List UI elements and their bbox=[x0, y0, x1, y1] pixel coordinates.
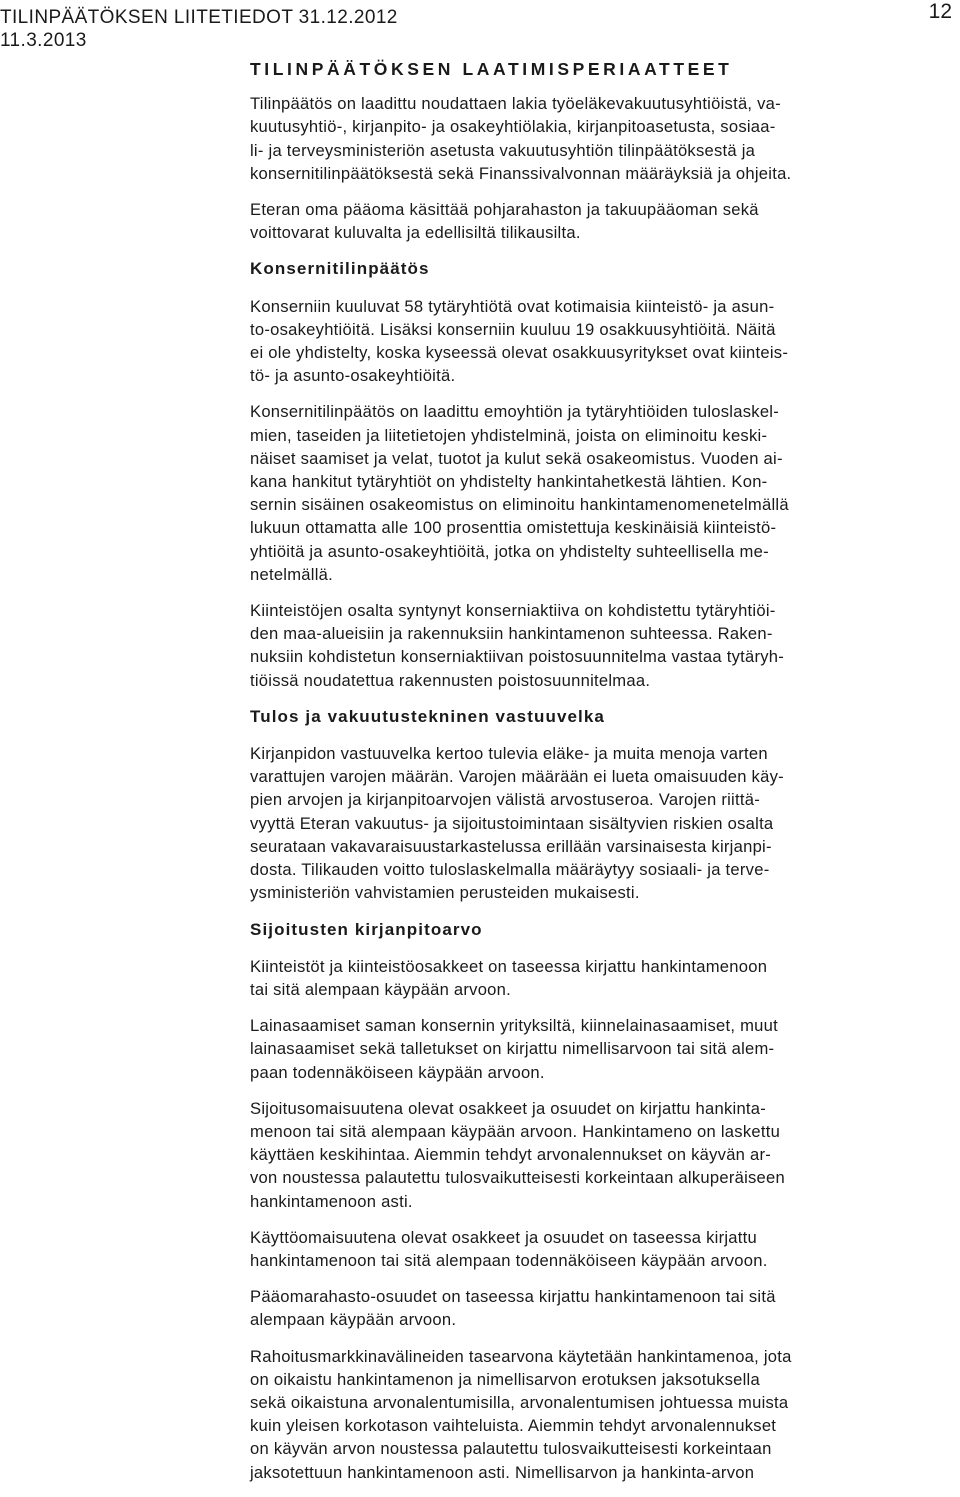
paragraph bbox=[250, 1226, 956, 1272]
text-line: kuin yleisen korkotason vaihteluista. Aiemmin tehdyt arvonalennukset bbox=[250, 1416, 777, 1436]
document-header bbox=[0, 6, 398, 52]
text-line: to-osakeyhtiöitä. Lisäksi konserniin kuuluu 19 osakkuusyhtiöitä. Näitä bbox=[250, 319, 776, 339]
text-line: hankintamenoon tai sitä alempaan todennäköiseen käypään arvoon. bbox=[250, 1250, 768, 1270]
text-line: kana hankitut tytäryhtiöt on yhdistelty hankintahetkestä lähtien. Kon- bbox=[250, 472, 768, 492]
text-line: alempaan käypään arvoon. bbox=[250, 1310, 457, 1330]
paragraph bbox=[250, 92, 956, 185]
text-line: tö- ja asunto-osakeyhtiöitä. bbox=[250, 366, 456, 386]
text-line: lukuun ottamatta alle 100 prosenttia omistettuja keskinäisiä kiinteistö- bbox=[250, 518, 777, 538]
text-line: tai sitä alempaan käypään arvoon. bbox=[250, 979, 512, 999]
text-line: nuksiin kohdistetun konserniaktiivan poistosuunnitelma vastaa tytäryh- bbox=[250, 647, 785, 667]
text-line: sernin sisäinen osakeomistus on eliminoitu hankintamenomenetelmällä bbox=[250, 495, 789, 515]
text-line: paan todennäköiseen käypään arvoon. bbox=[250, 1062, 545, 1082]
text-line: yhtiöitä ja asunto-osakeyhtiöitä, jotka on yhdistelty suhteellisella me- bbox=[250, 541, 769, 561]
paragraph bbox=[250, 742, 956, 904]
text-line: Konserniin kuuluvat 58 tytäryhtiötä ovat kotimaisia kiinteistö- ja asun- bbox=[250, 296, 775, 316]
text-line: Kiinteistöjen osalta syntynyt konserniaktiiva on kohdistettu tytäryhtiöi- bbox=[250, 601, 776, 621]
text-line: menoon tai sitä alempaan käypään arvoon. Hankintameno on laskettu bbox=[250, 1121, 781, 1141]
text-line: voittovarat kuluvalta ja edellisiltä tilikausilta. bbox=[250, 223, 581, 243]
document-date: 11.3.2013 bbox=[0, 30, 87, 51]
paragraph bbox=[250, 1285, 956, 1331]
text-line: ei ole yhdistelty, koska kyseessä olevat osakkuusyritykset ovat kiinteis- bbox=[250, 343, 789, 363]
text-line: on käyvän arvon noustessa palautettu tulosvaikutteisesti korkeintaan bbox=[250, 1439, 772, 1459]
paragraph bbox=[250, 599, 956, 692]
text-line: käyttäen keskihintaa. Aiemmin tehdyt arvonalennukset on käyvän ar- bbox=[250, 1145, 772, 1165]
text-line: dosta. Tilikauden voitto tuloslaskelmalla määräytyy sosiaali- ja terve- bbox=[250, 860, 770, 880]
subheading: Konsernitilinpäätös bbox=[250, 259, 430, 279]
text-line: konsernitilinpäätöksestä sekä Finanssivalvonnan määräyksiä ja ohjeita. bbox=[250, 163, 792, 183]
paragraph bbox=[250, 955, 956, 1001]
subheading: Tulos ja vakuutustekninen vastuuvelka bbox=[250, 706, 605, 726]
text-line: Pääomarahasto-osuudet on taseessa kirjattu hankintamenoon tai sitä bbox=[250, 1287, 776, 1307]
text-line: Kiinteistöt ja kiinteistöosakkeet on taseessa kirjattu hankintamenoon bbox=[250, 956, 768, 976]
text-line: tiöissä noudatettua rakennusten poistosuunnitelmaa. bbox=[250, 670, 651, 690]
text-line: Tilinpäätös on laadittu noudattaen lakia työeläkevakuutusyhtiöistä, va- bbox=[250, 94, 781, 114]
text-line: Kirjanpidon vastuuvelka kertoo tulevia eläke- ja muita menoja varten bbox=[250, 744, 768, 764]
text-line: sekä oikaistuna arvonalentumisilla, arvonalentumisen johtuessa muista bbox=[250, 1392, 789, 1412]
text-line: kuutusyhtiö-, kirjanpito- ja osakeyhtiölakia, kirjanpitoasetusta, sosiaa- bbox=[250, 117, 776, 137]
text-line: Rahoitusmarkkinavälineiden tasearvona käytetään hankintamenoa, jota bbox=[250, 1346, 792, 1366]
text-line: li- ja terveysministeriön asetusta vakuutusyhtiön tilinpäätöksestä ja bbox=[250, 140, 756, 160]
text-line: lainasaamiset sekä talletukset on kirjattu nimellisarvoon tai sitä alem- bbox=[250, 1039, 775, 1059]
paragraph bbox=[250, 400, 956, 586]
text-line: mien, taseiden ja liitetietojen yhdistelminä, joista on eliminoitu keski- bbox=[250, 425, 768, 445]
text-line: jaksotettuun hankintamenoon asti. Nimellisarvon ja hankinta-arvon bbox=[250, 1462, 755, 1482]
text-line: näiset saamiset ja velat, tuotot ja kulut sekä osakeomistus. Vuoden ai- bbox=[250, 448, 783, 468]
paragraph bbox=[250, 1345, 956, 1484]
text-line: pien arvojen ja kirjanpitoarvojen välistä arvostuseroa. Varojen riittä- bbox=[250, 790, 760, 810]
paragraph bbox=[250, 198, 956, 244]
text-line: on oikaistu hankintamenon ja nimellisarvon erotuksen jaksotuksella bbox=[250, 1369, 760, 1389]
text-line: Sijoitusomaisuutena olevat osakkeet ja osuudet on kirjattu hankinta- bbox=[250, 1098, 767, 1118]
text-line: den maa-alueisiin ja rakennuksiin hankintamenon suhteessa. Raken- bbox=[250, 624, 773, 644]
paragraph bbox=[250, 295, 956, 388]
paragraph bbox=[250, 1097, 956, 1213]
document-body bbox=[250, 58, 956, 1497]
text-line: Lainasaamiset saman konsernin yrityksiltä, kiinnelainasaamiset, muut bbox=[250, 1016, 778, 1036]
document-title: TILINPÄÄTÖKSEN LIITETIEDOT 31.12.2012 bbox=[0, 7, 398, 28]
subheading: Sijoitusten kirjanpitoarvo bbox=[250, 919, 483, 939]
text-line: Eteran oma pääoma käsittää pohjarahaston ja takuupääoman sekä bbox=[250, 200, 759, 220]
text-line: von noustessa palautettu tulosvaikutteisesti korkeintaan alkuperäiseen bbox=[250, 1168, 785, 1188]
text-line: seurataan vakavaraisuustarkastelussa erillään varsinaisesta kirjanpi- bbox=[250, 836, 772, 856]
text-line: vyyttä Eteran vakuutus- ja sijoitustoimintaan sisältyvien riskien osalta bbox=[250, 813, 774, 833]
paragraph bbox=[250, 1014, 956, 1084]
text-line: hankintamenoon asti. bbox=[250, 1191, 413, 1211]
page-number: 12 bbox=[928, 0, 952, 23]
text-line: Käyttöomaisuutena olevat osakkeet ja osuudet on taseessa kirjattu bbox=[250, 1227, 757, 1247]
text-line: ysministeriön vahvistamien perusteiden mukaisesti. bbox=[250, 883, 640, 903]
text-line: varattujen varojen määrän. Varojen määrään ei lueta omaisuuden käy- bbox=[250, 767, 784, 787]
text-line: Konsernitilinpäätös on laadittu emoyhtiön ja tytäryhtiöiden tuloslaskel- bbox=[250, 402, 780, 422]
text-line: netelmällä. bbox=[250, 564, 333, 584]
section-title: TILINPÄÄTÖKSEN LAATIMISPERIAATTEET bbox=[250, 59, 733, 79]
